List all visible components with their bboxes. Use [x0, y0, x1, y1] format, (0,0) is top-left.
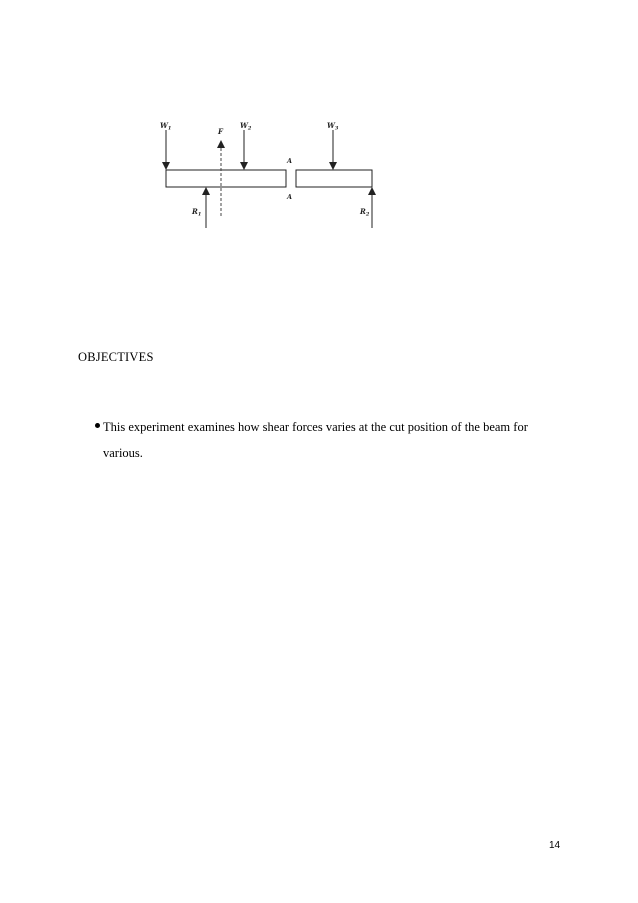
beam-right-segment: [296, 170, 372, 187]
page-number: 14: [549, 840, 561, 851]
label-a-bottom: A: [287, 193, 293, 201]
label-w3: $W_3$: [327, 121, 339, 132]
list-item: [96, 414, 566, 466]
section-heading: OBJECTIVES: [78, 350, 154, 364]
label-w1: $W_1$: [160, 121, 172, 132]
label-w2: $W_2$: [240, 121, 252, 132]
label-f: F: [218, 127, 223, 136]
list-item-text: This experiment examines how shear forces varies at the cut position of the beam for various.: [103, 420, 528, 460]
beam-diagram: [150, 110, 390, 235]
beam-left-segment: [166, 170, 286, 187]
label-r1: $R_1$: [192, 207, 202, 218]
label-a-top: A: [287, 157, 293, 165]
bullet-icon: [95, 423, 100, 428]
label-r2: $R_2$: [360, 207, 370, 218]
objectives-list: [96, 414, 566, 466]
